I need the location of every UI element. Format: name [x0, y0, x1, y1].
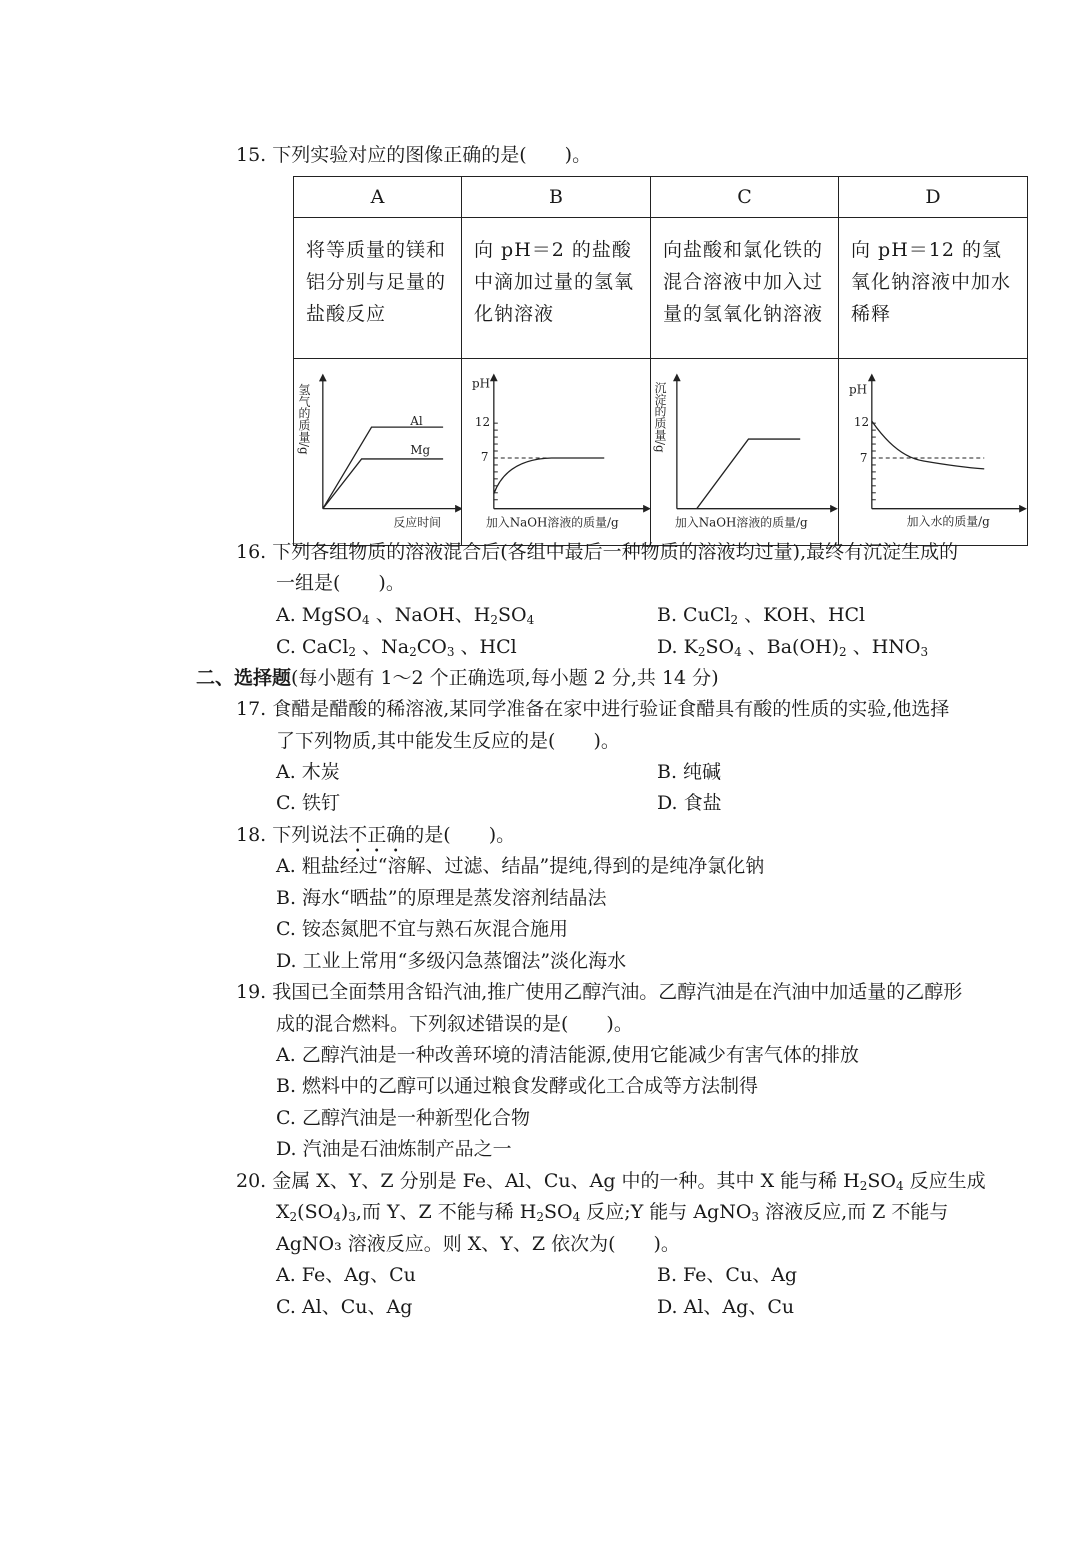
section2-title: 二、选择题 [196, 667, 292, 689]
q17-stem-line1: 17. 食醋是醋酸的稀溶液,某同学准备在家中进行验证食醋具有酸的性质的实验,他选择 [236, 698, 950, 720]
q19-stem-line1: 19. 我国已全面禁用含铅汽油,推广使用乙醇汽油。乙醇汽油是在汽油中加适量的乙醇形 [236, 981, 963, 1003]
graph-d-xlabel: 加入水的质量/g [906, 514, 990, 529]
q16-stem-line1: 16. 下列各组物质的溶液混合后(各组中最后一种物质的溶液均过量),最终有沉淀生成的 [236, 541, 959, 563]
graph-a-xlabel: 反应时间 [393, 515, 442, 530]
graph-b-svg [462, 359, 650, 545]
q15-graph-b [462, 359, 651, 546]
graph-b-ylabel: pH [471, 376, 490, 391]
q18-stem [236, 822, 515, 857]
q18-stem-post: 的是( )。 [405, 824, 516, 846]
graph-c-xlabel: 加入NaOH溶液的质量/g [674, 515, 808, 530]
graph-c-svg [651, 359, 838, 545]
graph-d-tick-12: 12 [853, 415, 870, 430]
q18-stem-pre: 18. 下列说法 [236, 824, 349, 846]
q19-option-b: B. 燃料中的乙醇可以通过粮食发酵或化工合成等方法制得 [276, 1075, 759, 1097]
section2-heading [196, 665, 719, 691]
q20-option-d: D. Al、Ag、Cu [657, 1296, 795, 1318]
graph-a-al-line [323, 427, 443, 509]
q15-header-c: C [651, 177, 839, 218]
q19-option-a: A. 乙醇汽油是一种改善环境的清洁能源,使用它能减少有害气体的排放 [276, 1044, 859, 1066]
q17-option-c: C. 铁钉 [276, 792, 340, 814]
graph-b-xlabel: 加入NaOH溶液的质量/g [485, 515, 619, 530]
graph-b-curve [494, 458, 604, 494]
graph-b-tick-12: 12 [474, 415, 491, 430]
q16-option-a: A. MgSO$_4$ 、NaOH、$H_2SO_4$ [276, 604, 535, 627]
q15-stem: 15. 下列实验对应的图像正确的是( )。 [236, 144, 592, 166]
q20-stem-line3: AgNO₃ 溶液反应。则 X、Y、Z 依次为( )。 [276, 1233, 680, 1255]
graph-b-tick-7: 7 [480, 449, 489, 464]
q19-option-d: D. 汽油是石油炼制产品之一 [276, 1138, 512, 1160]
graph-c-line [697, 439, 800, 509]
graph-c-ylabel: 沉淀的质量/g [652, 381, 667, 453]
q15-desc-a: 将等质量的镁和铝分别与足量的盐酸反应 [294, 218, 462, 359]
q15-desc-c: 向盐酸和氯化铁的混合溶液中加入过量的氢氧化钠溶液 [651, 218, 839, 359]
graph-d-tick-7: 7 [859, 450, 868, 465]
q20-option-c: C. Al、Cu、Ag [276, 1296, 413, 1318]
q15-desc-b: 向 pH＝2 的盐酸中滴加过量的氢氧化钠溶液 [462, 218, 651, 359]
q20-option-b: B. Fe、Cu、Ag [657, 1264, 798, 1286]
q19-option-c: C. 乙醇汽油是一种新型化合物 [276, 1107, 530, 1129]
q16-option-d: D. $K_2SO_4$ 、$Ba(OH)_2$ 、$HNO_3$ [657, 636, 929, 659]
q18-option-d: D. 工业上常用“多级闪急蒸馏法”淡化海水 [276, 950, 627, 972]
q17-option-a: A. 木炭 [276, 761, 340, 783]
q17-option-b: B. 纯碱 [657, 761, 722, 783]
q17-option-d: D. 食盐 [657, 792, 722, 814]
q18-option-c: C. 铵态氮肥不宜与熟石灰混合施用 [276, 918, 568, 940]
graph-d-ylabel: pH [848, 382, 867, 397]
q15-graph-d [839, 359, 1028, 546]
q15-options-table [293, 176, 1028, 546]
q20-stem-line1: 20. 金属 X、Y、Z 分别是 Fe、Al、Cu、Ag 中的一种。其中 X 能与稀 $H_2SO_4$ 反应生成 [236, 1170, 986, 1193]
section2-note: (每小题有 1～2 个正确选项,每小题 2 分,共 14 分) [291, 667, 719, 689]
q15-desc-d: 向 pH＝12 的氢氧化钠溶液中加水稀释 [839, 218, 1028, 359]
graph-a-al-label: Al [410, 414, 423, 429]
q19-stem-line2: 成的混合燃料。下列叙述错误的是( )。 [276, 1013, 633, 1035]
q16-option-b: B. CuCl$_2$ 、KOH、HCl [657, 604, 866, 627]
graph-a-mg-label: Mg [410, 442, 431, 457]
graph-d-svg [839, 359, 1027, 545]
q18-stem-emphasis: 不正确 [348, 824, 406, 846]
graph-d-curve [872, 421, 984, 469]
q15-header-b: B [462, 177, 651, 218]
q17-stem-line2: 了下列物质,其中能发生反应的是( )。 [276, 730, 620, 752]
q15-graph-c [651, 359, 839, 546]
graph-a-svg [294, 359, 461, 545]
q18-option-a: A. 粗盐经过“溶解、过滤、结晶”提纯,得到的是纯净氯化钠 [276, 855, 765, 877]
graph-a-ylabel: 氢气的质量/g [296, 383, 311, 455]
q20-option-a: A. Fe、Ag、Cu [276, 1264, 416, 1286]
q16-option-c: C. CaCl$_2$ 、$Na_2CO_3$ 、HCl [276, 636, 517, 659]
graph-a-mg-line [323, 459, 443, 509]
q15-header-d: D [839, 177, 1028, 218]
q20-stem-line2: $X_2(SO_4)_3$,而 Y、Z 不能与稀 $H_2SO_4$ 反应;Y 能与 AgNO$_3$ 溶液反应,而 Z 不能与 [276, 1201, 949, 1224]
q15-graph-a [294, 359, 462, 546]
q18-option-b: B. 海水“晒盐”的原理是蒸发溶剂结晶法 [276, 887, 607, 909]
q16-stem-line2: 一组是( )。 [276, 572, 405, 594]
q15-header-a: A [294, 177, 462, 218]
